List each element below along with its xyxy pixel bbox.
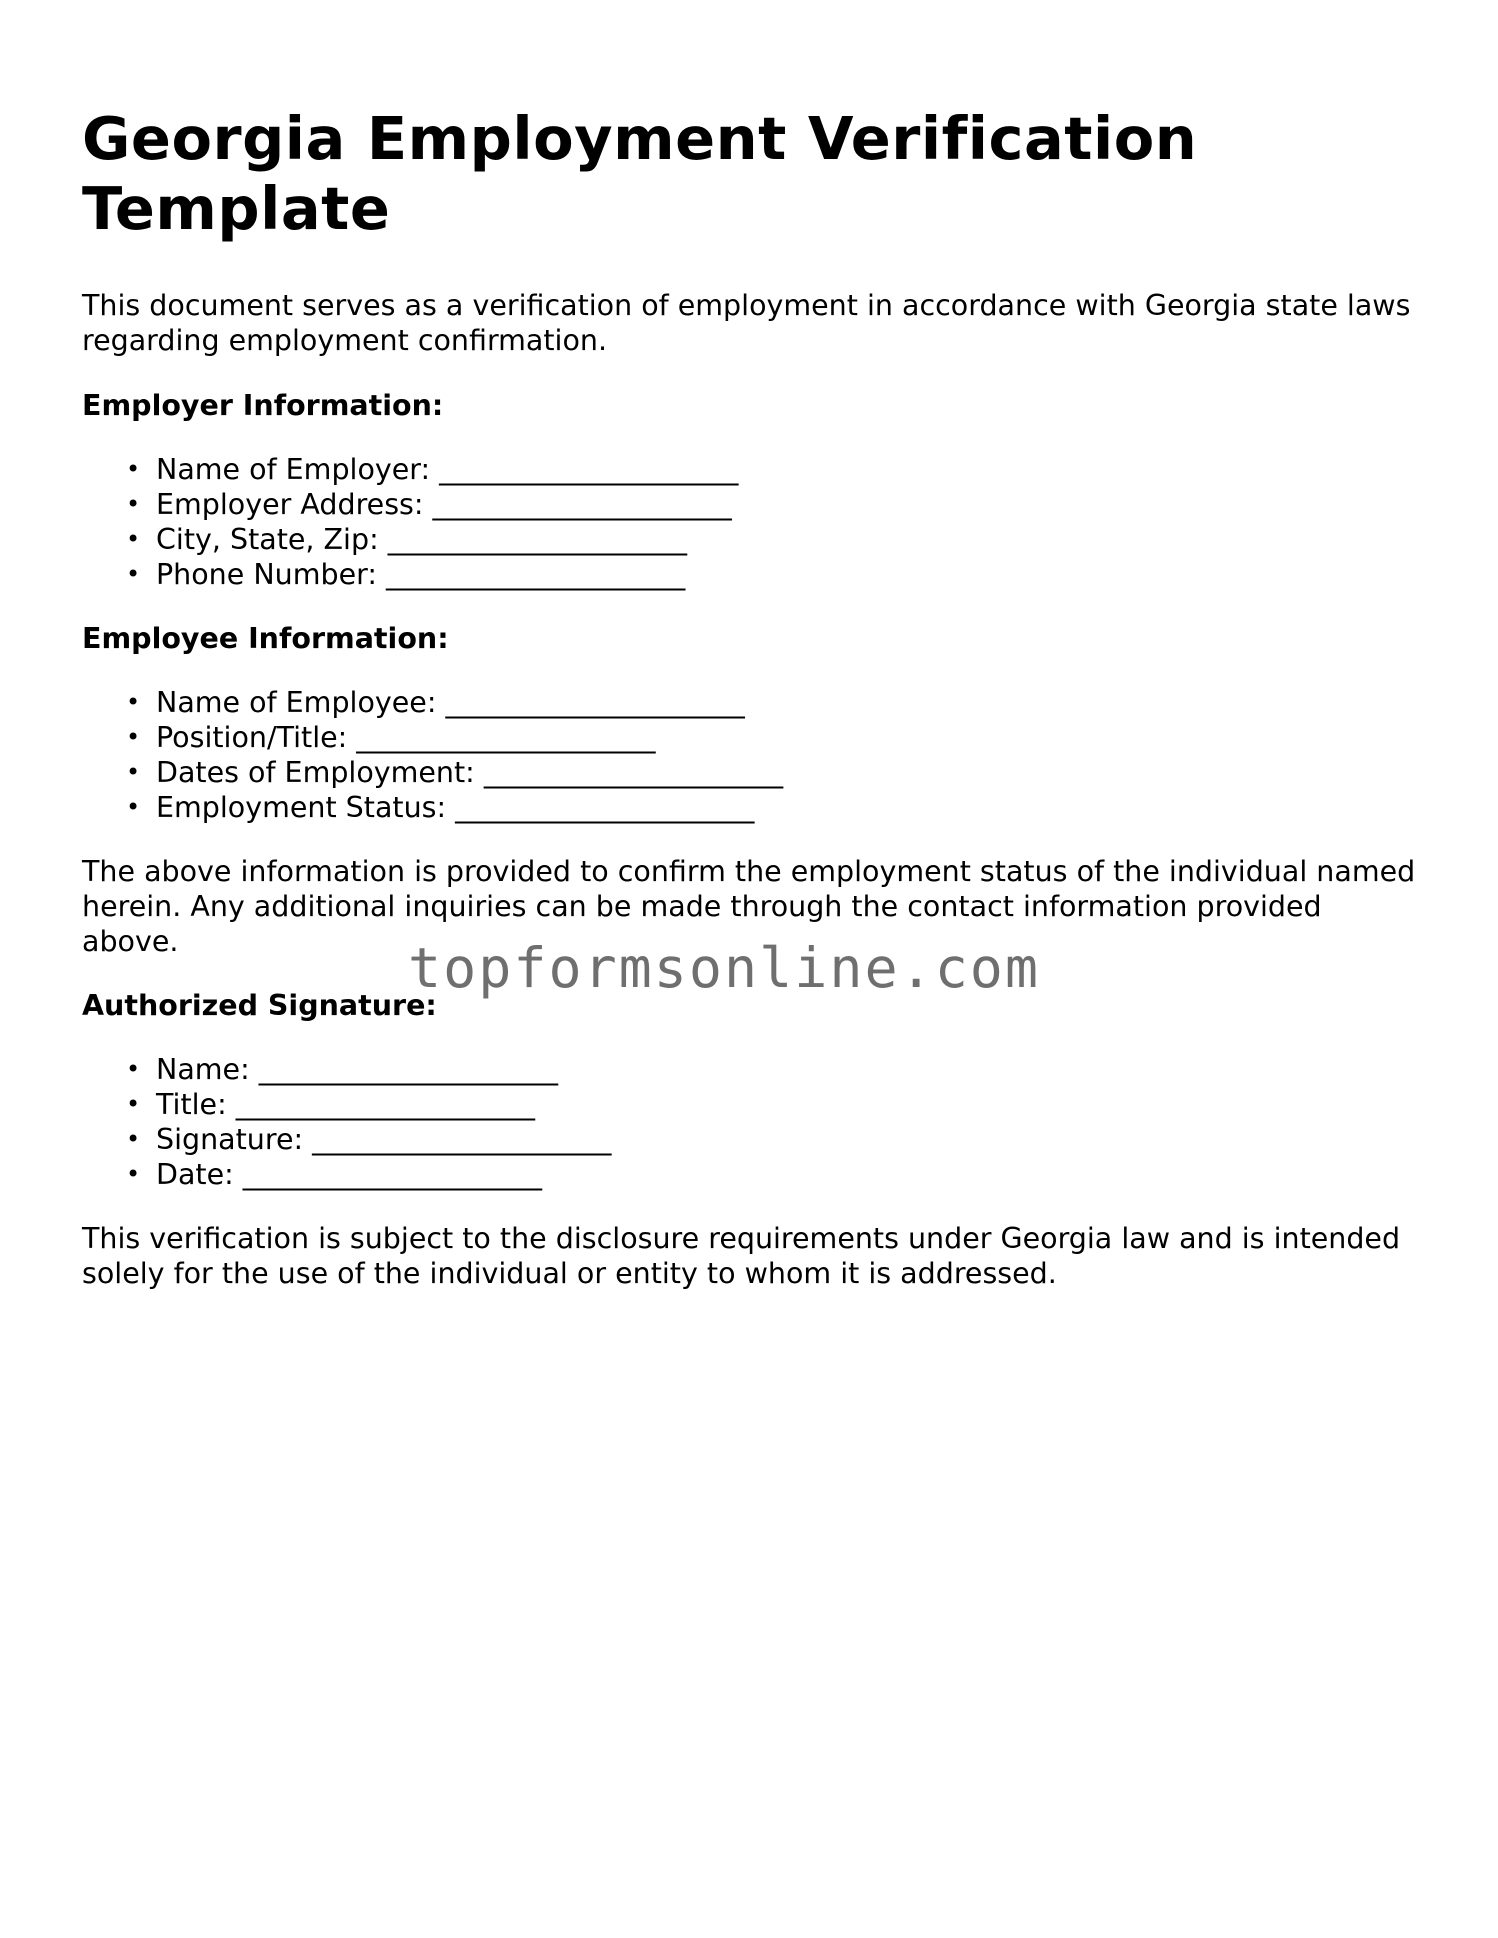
- signature-fields-list: [82, 1052, 1422, 1192]
- signature-date-field: [126, 1157, 1422, 1192]
- bullet-icon: •: [126, 1160, 141, 1188]
- bullet-icon: •: [126, 455, 141, 483]
- bullet-icon: •: [126, 1055, 141, 1083]
- intro-paragraph: This document serves as a verification of employment in accordance with Georgia state laws regarding employment confirmation.: [82, 289, 1411, 357]
- field-label: Signature: _____________________: [156, 1123, 612, 1156]
- bullet-icon: •: [126, 793, 141, 821]
- employee-status-field: [126, 790, 1422, 825]
- bullet-icon: •: [126, 758, 141, 786]
- employer-fields-list: [82, 452, 1422, 592]
- bullet-icon: •: [126, 1090, 141, 1118]
- employer-address-field: [126, 487, 1422, 522]
- field-label: Name of Employee: _____________________: [156, 686, 745, 719]
- bullet-icon: •: [126, 688, 141, 716]
- document-page: [82, 0, 1422, 1291]
- field-label: Date: _____________________: [156, 1158, 543, 1191]
- field-label: Title: _____________________: [156, 1088, 535, 1121]
- field-label: Position/Title: _____________________: [156, 721, 656, 754]
- employee-name-field: [126, 685, 1422, 720]
- page-title: Georgia Employment Verification Template: [82, 104, 1198, 243]
- bullet-icon: •: [126, 1125, 141, 1153]
- employer-city-state-zip-field: [126, 522, 1422, 557]
- field-label: Employment Status: _____________________: [156, 791, 755, 824]
- employee-fields-list: [82, 685, 1422, 825]
- watermark: topformsonline.com: [408, 936, 1041, 1000]
- employee-section-heading: Employee Information:: [82, 622, 449, 655]
- signer-title-field: [126, 1087, 1422, 1122]
- bullet-icon: •: [126, 723, 141, 751]
- signature-field: [126, 1122, 1422, 1157]
- employee-dates-field: [126, 755, 1422, 790]
- field-label: Name: _____________________: [156, 1053, 558, 1086]
- field-label: Dates of Employment: _____________________: [156, 756, 784, 789]
- field-label: Name of Employer: _____________________: [156, 453, 739, 486]
- employer-name-field: [126, 452, 1422, 487]
- employer-phone-field: [126, 557, 1422, 592]
- disclosure-paragraph: This verification is subject to the disclosure requirements under Georgia law and is intended solely for the use of the individual or entity to whom it is addressed.: [82, 1222, 1401, 1290]
- signer-name-field: [126, 1052, 1422, 1087]
- field-label: Phone Number: _____________________: [156, 558, 686, 591]
- signature-section-heading: Authorized Signature:: [82, 989, 437, 1022]
- employer-section-heading: Employer Information:: [82, 389, 444, 422]
- bullet-icon: •: [126, 525, 141, 553]
- field-label: City, State, Zip: _____________________: [156, 523, 687, 556]
- employee-position-field: [126, 720, 1422, 755]
- confirmation-paragraph: The above information is provided to confirm the employment status of the individual named herein. Any additional inquiries can be made through the contact information provided above.: [82, 855, 1416, 958]
- bullet-icon: •: [126, 490, 141, 518]
- field-label: Employer Address: _____________________: [156, 488, 732, 521]
- bullet-icon: •: [126, 560, 141, 588]
